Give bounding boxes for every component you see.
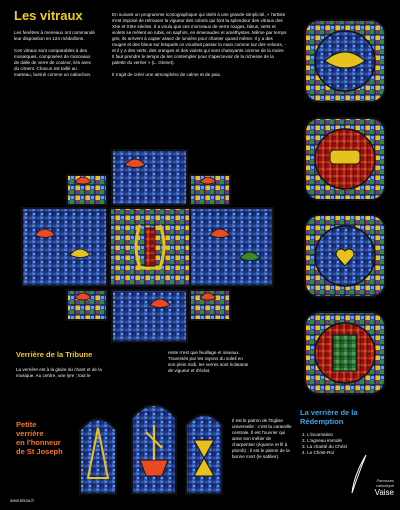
redemption-window: [305, 20, 385, 394]
st-joseph-heading-line: de St Joseph: [16, 447, 63, 456]
list-item: 2. L'agneau immolé: [302, 438, 342, 443]
list-item: 3. La charité du Christ: [302, 444, 347, 449]
redemption-heading: [300, 408, 395, 426]
st-joseph-heading: [16, 420, 76, 456]
st-joseph-text: Il est le patron de l'Eglise universelle : c'est la caravelle centrale. Il est l'ouvrier qui aime son métier de charpentier (équerre et fil à plomb) ; il est le patron de la bonne mort (le sablier).: [232, 418, 292, 459]
parish-logo-line: catholique: [375, 483, 394, 488]
tribune-text-right: reste n'est que feuillage et oiseaux. Traversés par les rayons du soleil en son plein midi, les verres sont éclatants de vigueur et d'éclat.: [168, 350, 249, 373]
intro-paragraph: Ces vitraux sont comparables à des mosaïques, composées de morceaux de dalle de verre de couleur, liés avec du ciment. Chacun est taillé au marteau, buriné comme un cabochon.: [14, 48, 92, 77]
parish-logo-line: Paroisses: [376, 478, 394, 483]
tribune-heading: Verrière de la Tribune: [16, 350, 93, 359]
intro-paragraph: Les fenêtres à meneaux ont commandé leur disposition en 124 médaillons.: [14, 30, 95, 41]
parish-logo: [350, 478, 394, 497]
redemption-list: [302, 432, 392, 456]
quote-paragraph: En suivant un programme iconographique qui obéit à une grande simplicité, « l'artiste s'est imposé de retrouver la vigueur des coloris qui font la splendeur des vitraux des XIIe et XIIIe siècles. Il a voulu que ces morceaux de verre rouges, bleus, verts et violets se mêlent en rubis, en saphirs, en émeraudes et améthystes. Même par temps gris, ils arrivent à capter assez de lumière pour chanter quand même. Il y a des rouges et des bleus sur lesquels on voudrait passer la main comme sur des velours, - et il y a des verts, des oranges et des violets qui sont chatoyants comme de la moire. Il faut prendre le temps de les contempler pour s'apercevoir de la richesse de la palette du verrier » (L. Gtenet).: [112, 12, 287, 65]
list-item: 1. L'incarnation: [302, 432, 334, 437]
website-link[interactable]: www.tekoa.fr: [10, 498, 34, 503]
st-joseph-heading-line: en l'honneur: [16, 438, 61, 447]
st-joseph-heading-line: verrière: [16, 429, 44, 438]
redemption-heading-line: La verrière de la: [300, 408, 358, 417]
tribune-text-left: La verrière est à la gloire du chant et de la musique. Au centre, une lyre ; tout le: [16, 367, 102, 378]
page-title: Les vitraux: [14, 8, 83, 23]
tribune-window: [22, 150, 273, 342]
list-item: 4. Le Christ-Roi: [302, 450, 334, 455]
st-joseph-heading-line: Petite: [16, 420, 37, 429]
quote-paragraph: Il s'agit de créer une atmosphère de calme et de paix.: [112, 72, 222, 77]
redemption-heading-line: Rédemption: [300, 417, 344, 426]
st-joseph-window: [80, 405, 222, 494]
parish-logo-name: Vaise: [374, 488, 394, 497]
